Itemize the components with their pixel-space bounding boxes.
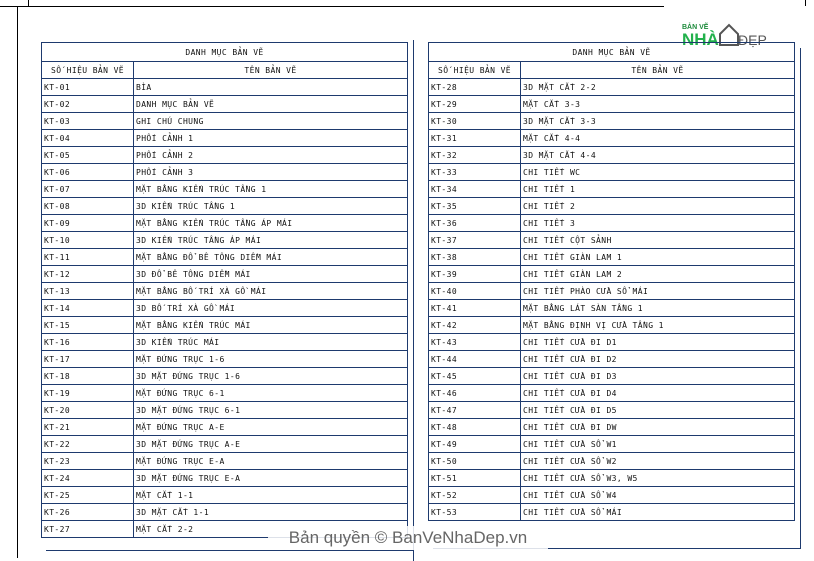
drawing-name-cell: 3D ĐỔ BÊ TÔNG DIỀM MÁI <box>134 266 408 283</box>
table-row <box>429 232 795 249</box>
drawing-code-cell: KT-12 <box>42 266 134 283</box>
table-row <box>42 198 408 215</box>
drawing-code-cell: KT-14 <box>42 300 134 317</box>
table-row <box>429 147 795 164</box>
drawing-code-cell: KT-28 <box>429 79 521 96</box>
drawing-code-cell: KT-31 <box>429 130 521 147</box>
drawing-name-cell: CHI TIẾT CỬA ĐI D3 <box>521 368 795 385</box>
drawing-name-cell: MẶT ĐỨNG TRỤC 1-6 <box>134 351 408 368</box>
drawing-code-cell: KT-11 <box>42 249 134 266</box>
column-header-code: SỐ HIỆU BẢN VẼ <box>429 62 521 79</box>
table-row <box>42 96 408 113</box>
frame-top-line <box>0 6 664 7</box>
drawing-code-cell: KT-07 <box>42 181 134 198</box>
drawing-code-cell: KT-32 <box>429 147 521 164</box>
drawing-name-cell: MẶT BẰNG ĐỔ BÊ TÔNG DIỀM MÁI <box>134 249 408 266</box>
drawing-code-cell: KT-47 <box>429 402 521 419</box>
table-row <box>429 79 795 96</box>
table-row <box>429 198 795 215</box>
drawing-code-cell: KT-42 <box>429 317 521 334</box>
drawing-code-cell: KT-41 <box>429 300 521 317</box>
drawing-code-cell: KT-20 <box>42 402 134 419</box>
drawing-code-cell: KT-24 <box>42 470 134 487</box>
table-row <box>42 385 408 402</box>
drawing-name-cell: MẶT BẰNG KIẾN TRÚC TẦNG 1 <box>134 181 408 198</box>
table-row <box>42 368 408 385</box>
drawing-name-cell: 3D BỐ TRÍ XÀ GỒ MÁI <box>134 300 408 317</box>
drawing-code-cell: KT-37 <box>429 232 521 249</box>
table-row <box>429 487 795 504</box>
drawing-name-cell: 3D MẶT CẮT 4-4 <box>521 147 795 164</box>
table-row <box>429 504 795 521</box>
column-header-name: TÊN BẢN VẼ <box>134 62 408 79</box>
table-row <box>42 453 408 470</box>
column-header-code: SỐ HIỆU BẢN VẼ <box>42 62 134 79</box>
drawing-name-cell: 3D MẶT ĐỨNG TRỤC 6-1 <box>134 402 408 419</box>
drawing-name-cell: CHI TIẾT CỬA ĐI D2 <box>521 351 795 368</box>
table-body <box>42 79 408 538</box>
drawing-name-cell: MẶT ĐỨNG TRỤC 6-1 <box>134 385 408 402</box>
logo-dep-text: ĐẸP <box>738 32 767 48</box>
table-row <box>429 181 795 198</box>
drawing-name-cell: CHI TIẾT PHÀO CỬA SỔ MÁI <box>521 283 795 300</box>
drawing-name-cell: PHỐI CẢNH 1 <box>134 130 408 147</box>
drawing-name-cell: CHI TIẾT CỬA SỔ W3, W5 <box>521 470 795 487</box>
drawing-code-cell: KT-17 <box>42 351 134 368</box>
table-row <box>429 300 795 317</box>
table-row <box>429 351 795 368</box>
drawing-code-cell: KT-04 <box>42 130 134 147</box>
drawing-code-cell: KT-43 <box>429 334 521 351</box>
table-row <box>429 453 795 470</box>
drawing-name-cell: 3D KIẾN TRÚC TẦNG 1 <box>134 198 408 215</box>
table-row <box>429 96 795 113</box>
table-row <box>42 232 408 249</box>
drawing-name-cell: 3D KIẾN TRÚC MÁI <box>134 334 408 351</box>
table-row <box>429 283 795 300</box>
table-body <box>429 79 795 521</box>
table-row <box>42 79 408 96</box>
table-row <box>42 181 408 198</box>
drawing-code-cell: KT-51 <box>429 470 521 487</box>
drawing-name-cell: 3D KIẾN TRÚC TẦNG ÁP MÁI <box>134 232 408 249</box>
table-row <box>429 436 795 453</box>
table-row <box>429 164 795 181</box>
drawing-name-cell: CHI TIẾT GIÀN LAM 2 <box>521 266 795 283</box>
drawing-name-cell: MẶT BẰNG ĐỊNH VỊ CỬA TẦNG 1 <box>521 317 795 334</box>
drawing-code-cell: KT-10 <box>42 232 134 249</box>
drawing-name-cell: CHI TIẾT 1 <box>521 181 795 198</box>
drawing-name-cell: MẶT CẮT 4-4 <box>521 130 795 147</box>
drawing-name-cell: MẶT CẮT 1-1 <box>134 487 408 504</box>
drawing-code-cell: KT-16 <box>42 334 134 351</box>
drawing-code-cell: KT-38 <box>429 249 521 266</box>
drawing-code-cell: KT-15 <box>42 317 134 334</box>
table-row <box>42 266 408 283</box>
drawing-code-cell: KT-29 <box>429 96 521 113</box>
logo-nha-text: NHÀ <box>682 30 719 49</box>
drawing-code-cell: KT-05 <box>42 147 134 164</box>
table-row <box>429 402 795 419</box>
drawing-code-cell: KT-26 <box>42 504 134 521</box>
drawing-code-cell: KT-01 <box>42 79 134 96</box>
drawing-name-cell: MẶT BẰNG KIẾN TRÚC MÁI <box>134 317 408 334</box>
drawing-code-cell: KT-23 <box>42 453 134 470</box>
table-row <box>42 147 408 164</box>
table-row <box>42 504 408 521</box>
drawing-name-cell: PHỐI CẢNH 2 <box>134 147 408 164</box>
table-row <box>42 351 408 368</box>
table-row <box>429 215 795 232</box>
drawing-name-cell: DANH MỤC BẢN VẼ <box>134 96 408 113</box>
drawing-code-cell: KT-40 <box>429 283 521 300</box>
drawing-name-cell: CHI TIẾT 2 <box>521 198 795 215</box>
table-row <box>429 113 795 130</box>
drawing-code-cell: KT-44 <box>429 351 521 368</box>
drawing-name-cell: MẶT CẮT 2-2 <box>134 521 408 538</box>
table-row <box>42 249 408 266</box>
drawing-name-cell: 3D MẶT CẮT 1-1 <box>134 504 408 521</box>
table-row <box>429 334 795 351</box>
table-row <box>429 317 795 334</box>
copyright-watermark: Bản quyền © BanVeNhaDep.vn <box>268 526 548 550</box>
drawing-code-cell: KT-25 <box>42 487 134 504</box>
drawing-name-cell: 3D MẶT ĐỨNG TRỤC E-A <box>134 470 408 487</box>
drawing-code-cell: KT-36 <box>429 215 521 232</box>
table-row <box>42 402 408 419</box>
drawing-name-cell: CHI TIẾT GIÀN LAM 1 <box>521 249 795 266</box>
frame-tick-right <box>805 0 806 6</box>
drawing-code-cell: KT-33 <box>429 164 521 181</box>
table-row <box>42 436 408 453</box>
table-row <box>42 419 408 436</box>
table-row <box>429 266 795 283</box>
drawing-name-cell: CHI TIẾT CỬA SỔ W1 <box>521 436 795 453</box>
drawing-code-cell: KT-34 <box>429 181 521 198</box>
drawing-code-cell: KT-13 <box>42 283 134 300</box>
drawing-code-cell: KT-27 <box>42 521 134 538</box>
table-row <box>42 164 408 181</box>
drawing-code-cell: KT-02 <box>42 96 134 113</box>
drawing-code-cell: KT-39 <box>429 266 521 283</box>
table-row <box>42 130 408 147</box>
drawing-name-cell: 3D MẶT CẮT 3-3 <box>521 113 795 130</box>
table-row <box>429 130 795 147</box>
drawing-code-cell: KT-21 <box>42 419 134 436</box>
frame-left-line <box>17 6 18 558</box>
drawing-name-cell: CHI TIẾT CỬA SỔ W2 <box>521 453 795 470</box>
frame-tick-left <box>28 0 29 6</box>
table-row <box>42 300 408 317</box>
table-row <box>429 368 795 385</box>
table-row <box>429 249 795 266</box>
table-row <box>42 317 408 334</box>
drawing-name-cell: 3D MẶT ĐỨNG TRỤC A-E <box>134 436 408 453</box>
drawing-name-cell: BÌA <box>134 79 408 96</box>
drawing-list-table-right <box>428 42 795 521</box>
table-row <box>42 215 408 232</box>
drawing-code-cell: KT-03 <box>42 113 134 130</box>
table-row <box>429 419 795 436</box>
drawing-name-cell: MẶT BẰNG KIẾN TRÚC TẦNG ÁP MÁI <box>134 215 408 232</box>
drawing-name-cell: CHI TIẾT CỬA ĐI DW <box>521 419 795 436</box>
drawing-name-cell: CHI TIẾT CỬA ĐI D1 <box>521 334 795 351</box>
drawing-name-cell: MẶT ĐỨNG TRỤC E-A <box>134 453 408 470</box>
drawing-code-cell: KT-48 <box>429 419 521 436</box>
drawing-code-cell: KT-18 <box>42 368 134 385</box>
drawing-name-cell: MẶT BẰNG LÁT SÀN TẦNG 1 <box>521 300 795 317</box>
table-title: DANH MỤC BẢN VẼ <box>429 43 795 62</box>
table-title: DANH MỤC BẢN VẼ <box>42 43 408 62</box>
drawing-name-cell: 3D MẶT ĐỨNG TRỤC 1-6 <box>134 368 408 385</box>
table-row <box>429 470 795 487</box>
drawing-code-cell: KT-49 <box>429 436 521 453</box>
drawing-code-cell: KT-06 <box>42 164 134 181</box>
column-header-name: TÊN BẢN VẼ <box>521 62 795 79</box>
drawing-name-cell: MẶT CẮT 3-3 <box>521 96 795 113</box>
drawing-name-cell: 3D MẶT CẮT 2-2 <box>521 79 795 96</box>
table-row <box>42 283 408 300</box>
drawing-name-cell: CHI TIẾT WC <box>521 164 795 181</box>
drawing-code-cell: KT-09 <box>42 215 134 232</box>
drawing-code-cell: KT-53 <box>429 504 521 521</box>
drawing-code-cell: KT-50 <box>429 453 521 470</box>
drawing-code-cell: KT-35 <box>429 198 521 215</box>
drawing-name-cell: MẶT BẰNG BỐ TRÍ XÀ GỒ MÁI <box>134 283 408 300</box>
table-row <box>429 385 795 402</box>
drawing-name-cell: CHI TIẾT 3 <box>521 215 795 232</box>
drawing-code-cell: KT-30 <box>429 113 521 130</box>
drawing-code-cell: KT-22 <box>42 436 134 453</box>
table-row <box>42 113 408 130</box>
logo-small-text: BẢN VẼ <box>682 24 709 31</box>
drawing-name-cell: CHI TIẾT CỬA ĐI D4 <box>521 385 795 402</box>
table-row <box>42 487 408 504</box>
drawing-name-cell: CHI TIẾT CỬA ĐI D5 <box>521 402 795 419</box>
drawing-name-cell: CHI TIẾT CỬA SỔ MÁI <box>521 504 795 521</box>
drawing-name-cell: CHI TIẾT CỘT SẢNH <box>521 232 795 249</box>
drawing-name-cell: CHI TIẾT CỬA SỔ W4 <box>521 487 795 504</box>
drawing-code-cell: KT-19 <box>42 385 134 402</box>
drawing-code-cell: KT-52 <box>429 487 521 504</box>
drawing-code-cell: KT-08 <box>42 198 134 215</box>
table-row <box>42 334 408 351</box>
drawing-name-cell: GHI CHÚ CHUNG <box>134 113 408 130</box>
table-row <box>42 470 408 487</box>
drawing-code-cell: KT-45 <box>429 368 521 385</box>
drawing-code-cell: KT-46 <box>429 385 521 402</box>
drawing-name-cell: MẶT ĐỨNG TRỤC A-E <box>134 419 408 436</box>
drawing-name-cell: PHỐI CẢNH 3 <box>134 164 408 181</box>
drawing-list-table-left <box>41 42 408 538</box>
